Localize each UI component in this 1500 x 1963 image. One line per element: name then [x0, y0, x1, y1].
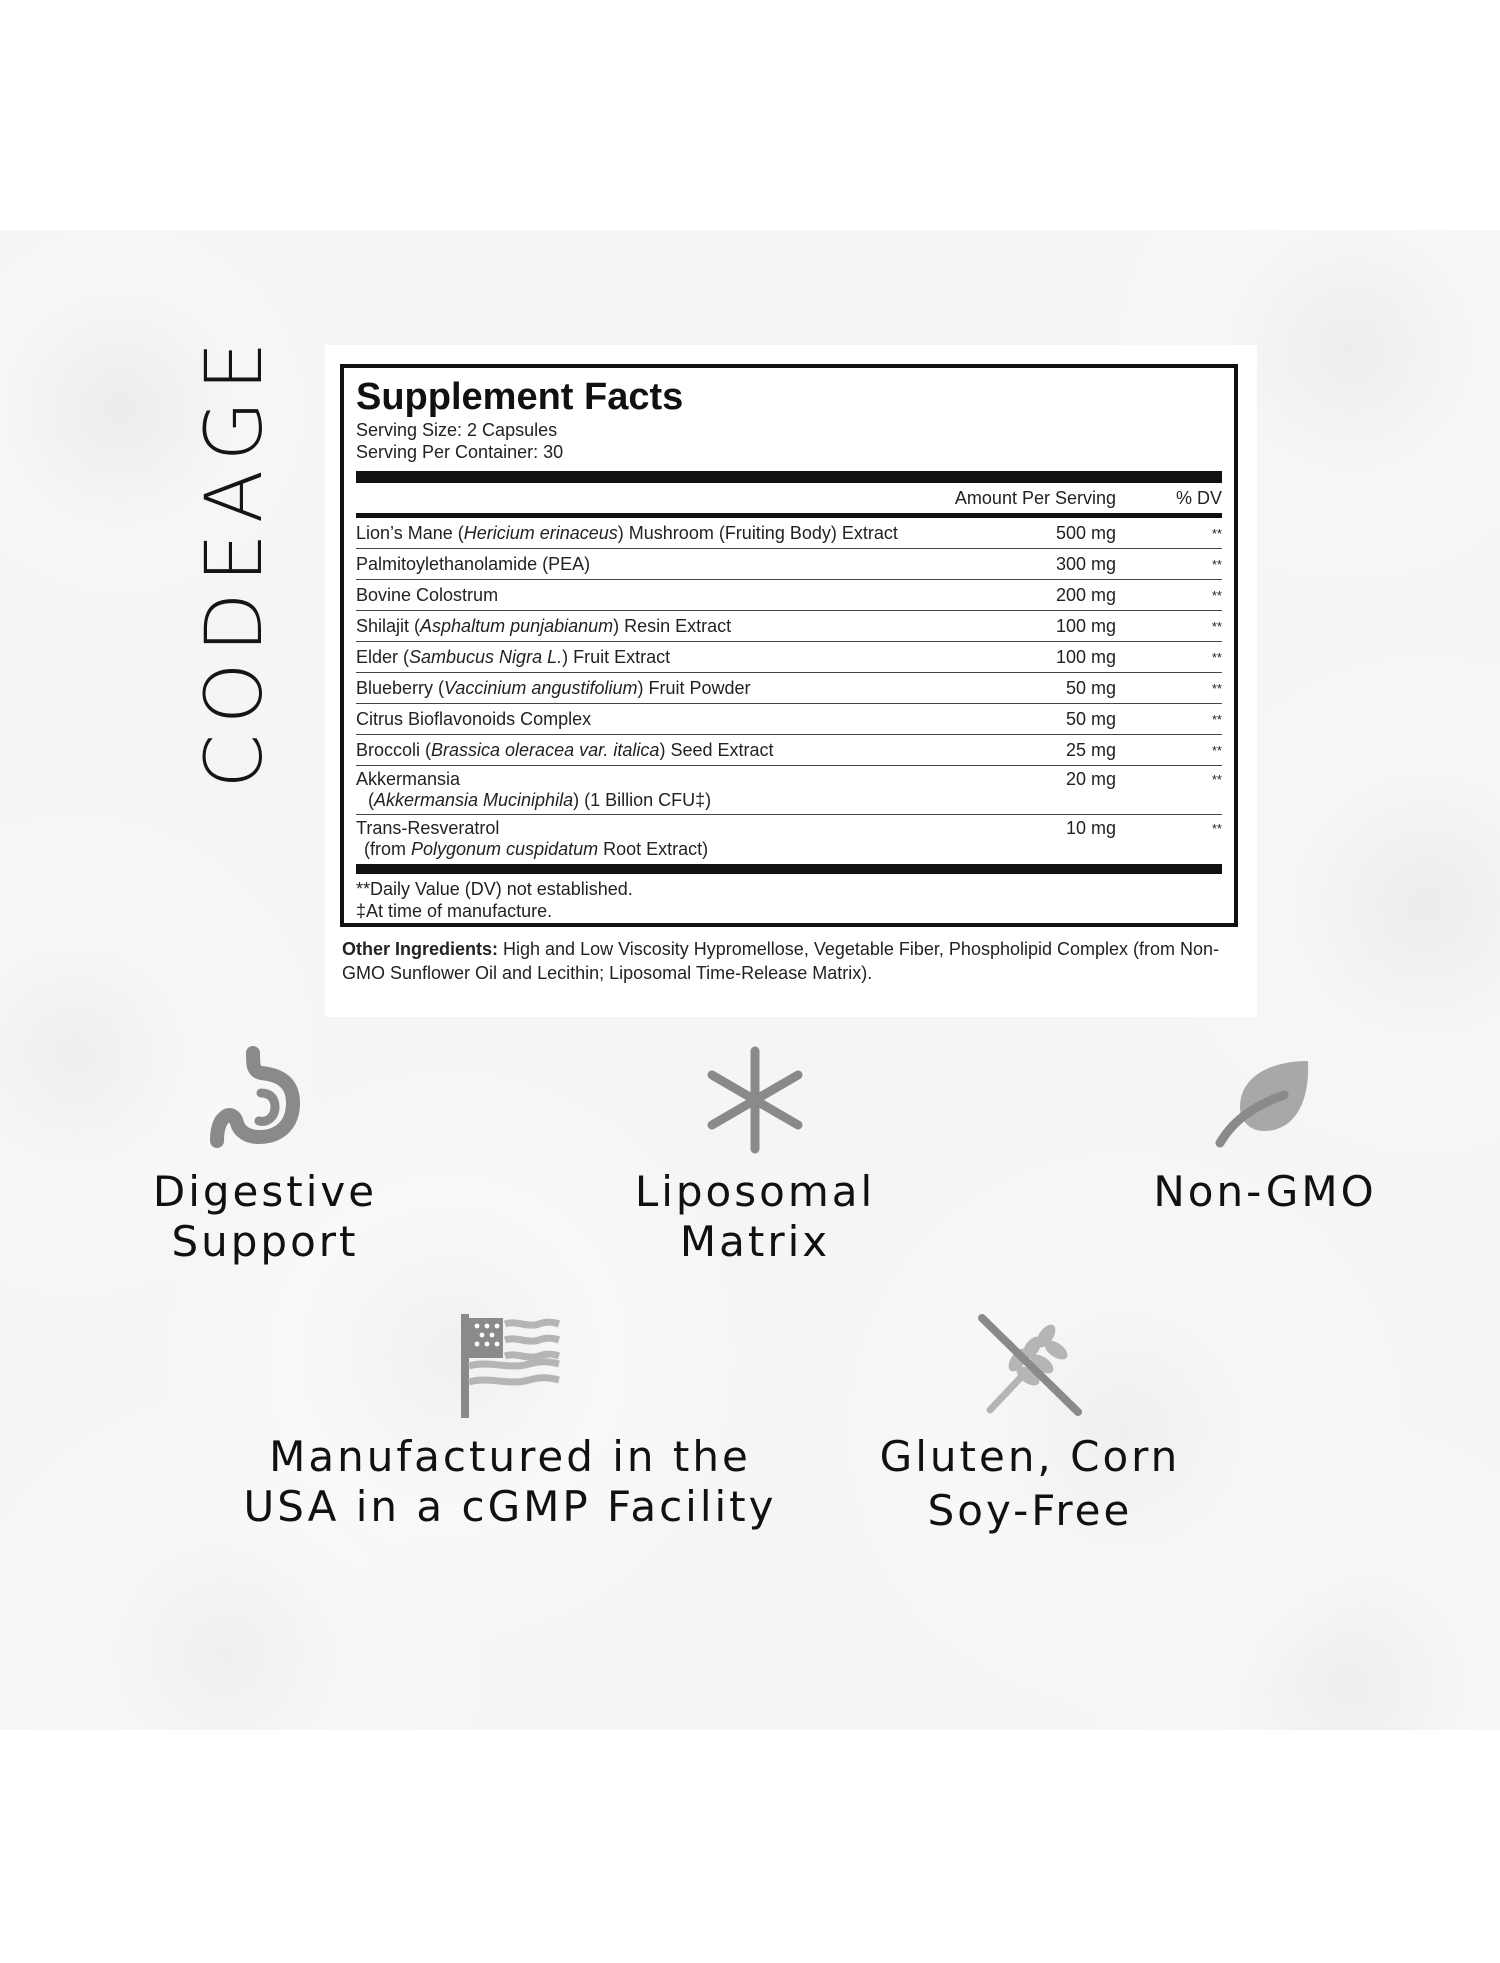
ingredient-row [356, 611, 1222, 642]
ingredient-amount: 300 mg [1055, 553, 1116, 574]
ingredient-name: Citrus Bioflavonoids Complex [356, 708, 592, 729]
ingredient-name: Akkermansia (Akkermansia Muciniphila) (1 Billion CFU‡) [356, 769, 712, 810]
ingredient-amount: 100 mg [1055, 646, 1116, 667]
ingredient-name: Broccoli (Brassica oleracea var. italica) Seed Extract [356, 739, 774, 760]
other-ingredients [342, 937, 1247, 985]
ingredient-dv: ** [1211, 821, 1222, 836]
ingredient-dv: ** [1211, 772, 1222, 787]
feature-label-line2: USA in a cGMP Facility [243, 1482, 777, 1531]
divider-thick [356, 471, 1222, 483]
serving-size: Serving Size: 2 Capsules [356, 420, 558, 440]
footnote-dv: **Daily Value (DV) not established. [356, 879, 633, 899]
supplement-facts-panel [340, 364, 1238, 927]
ingredient-amount: 25 mg [1065, 739, 1116, 760]
ingredient-name: Trans-Resveratrol (from Polygonum cuspidatum Root Extract) [356, 818, 709, 859]
leaf-icon [1210, 1055, 1320, 1155]
feature-digestive-support [110, 1045, 420, 1267]
stomach-icon [205, 1045, 325, 1155]
footnote-manufacture: ‡At time of manufacture. [356, 901, 553, 921]
ingredient-amount: 200 mg [1055, 584, 1116, 605]
ingredient-row [356, 735, 1222, 766]
ingredient-name: Palmitoylethanolamide (PEA) [356, 553, 591, 574]
ingredient-row [356, 704, 1222, 735]
ingredient-name: Bovine Colostrum [356, 584, 499, 605]
ingredient-row [356, 549, 1222, 580]
feature-label-line1: Liposomal [634, 1167, 876, 1216]
no-wheat-icon [970, 1310, 1090, 1420]
ingredient-amount: 20 mg [1065, 769, 1116, 789]
feature-made-in-usa [240, 1310, 780, 1532]
ingredient-row [356, 580, 1222, 611]
servings-per-container: Serving Per Container: 30 [356, 442, 564, 462]
ingredient-dv: ** [1211, 711, 1222, 727]
feature-label-line2: Soy-Free [927, 1486, 1133, 1535]
ingredient-row [356, 766, 1222, 815]
ingredient-dv: ** [1211, 649, 1222, 665]
ingredient-dv: ** [1211, 680, 1222, 696]
ingredient-name: Shilajit (Asphaltum punjabianum) Resin Extract [356, 615, 732, 636]
ingredient-row [356, 673, 1222, 704]
ingredient-amount: 500 mg [1055, 522, 1116, 543]
ingredient-name: Lion’s Mane (Hericium erinaceus) Mushroom (Fruiting Body) Extract [356, 522, 898, 543]
ingredient-row [356, 642, 1222, 673]
other-ingredients-text: High and Low Viscosity Hypromellose, Vegetable Fiber, Phospholipid Complex (from Non-GMO Sunflower Oil and Lecithin; Liposomal Time-Release Matrix). [342, 939, 1220, 983]
ingredient-name: Blueberry (Vaccinium angustifolium) Fruit Powder [356, 677, 751, 698]
brand-logo: CODEAGE [190, 331, 280, 789]
feature-label-line1: Non-GMO [1153, 1167, 1377, 1216]
other-ingredients-label: Other Ingredients: [342, 939, 499, 959]
asterisk-icon [700, 1045, 810, 1155]
feature-non-gmo [1110, 1055, 1420, 1217]
ingredient-dv: ** [1211, 587, 1222, 603]
ingredient-dv: ** [1211, 556, 1222, 572]
ingredient-amount: 50 mg [1065, 677, 1116, 698]
ingredient-dv: ** [1211, 618, 1222, 634]
ingredient-dv: ** [1211, 525, 1222, 541]
ingredient-row [356, 815, 1222, 864]
divider-thick [356, 864, 1222, 874]
ingredient-row [356, 518, 1222, 549]
dv-header: % DV [1175, 487, 1222, 508]
feature-label-line1: Gluten, Corn [879, 1432, 1181, 1481]
feature-label-line1: Digestive [152, 1167, 378, 1216]
feature-label-line2: Matrix [679, 1217, 831, 1266]
amount-per-serving-header: Amount Per Serving [954, 487, 1116, 508]
feature-label-line1: Manufactured in the [269, 1432, 751, 1481]
usa-flag-icon [455, 1310, 565, 1420]
feature-liposomal-matrix [600, 1045, 910, 1267]
ingredient-dv: ** [1211, 742, 1222, 758]
ingredient-amount: 100 mg [1055, 615, 1116, 636]
ingredient-amount: 10 mg [1065, 818, 1116, 838]
ingredient-name: Elder (Sambucus Nigra L.) Fruit Extract [356, 646, 671, 667]
feature-allergen-free [860, 1310, 1200, 1536]
ingredient-amount: 50 mg [1065, 708, 1116, 729]
facts-header-row [356, 483, 1222, 513]
supplement-facts-title: Supplement Facts [356, 376, 684, 418]
feature-label-line2: Support [171, 1217, 359, 1266]
